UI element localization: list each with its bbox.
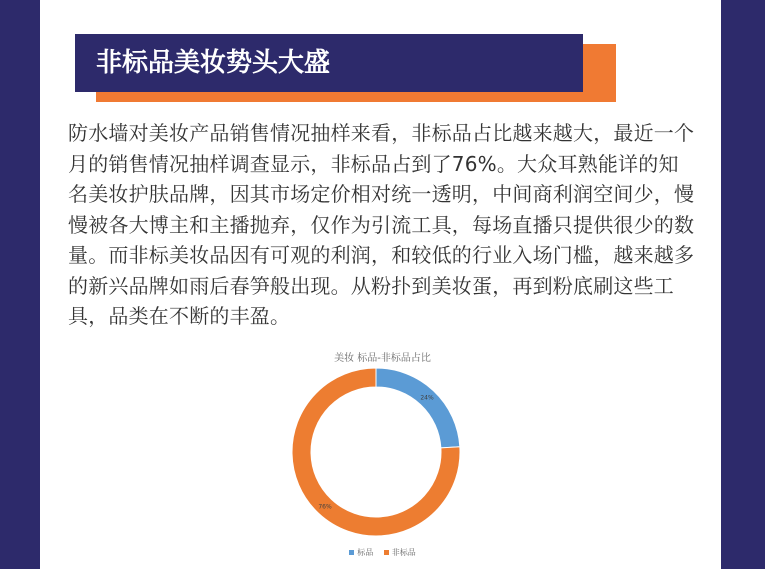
data-label-standard: 24% bbox=[420, 394, 434, 402]
legend-label-standard: 标品 bbox=[357, 548, 374, 557]
legend-label-nonstandard: 非标品 bbox=[391, 548, 416, 557]
legend-swatch-standard bbox=[349, 550, 354, 555]
legend-item-nonstandard bbox=[384, 547, 416, 558]
chart-title: 美妆 标品-非标品占比 bbox=[334, 353, 431, 364]
legend-item-standard bbox=[349, 547, 373, 558]
body-paragraph: 防水墙对美妆产品销售情况抽样来看，非标品占比越来越大，最近一个月的销售情况抽样调查显示，非标品占到了76%。大众耳熟能详的知名美妆护肤品牌，因其市场定价相对统一透明，中间商利润空间少，慢慢被各大博主和主播抛弃，仅作为引流工具，每场直播只提供很少的数量。而非标美妆品因有可观的利润，和较低的行业入场门槛，越来越多的新兴品牌如雨后春笋般出现。从粉扑到美妆蛋，再到粉底刷这些工具，品类在不断的丰盈。 bbox=[68, 121, 695, 328]
legend-swatch-nonstandard bbox=[384, 550, 389, 555]
page-title: 非标品美妆势头大盛 bbox=[96, 48, 331, 78]
data-label-nonstandard: 76% bbox=[318, 503, 332, 511]
chart-legend bbox=[0, 547, 765, 558]
slice-standard bbox=[376, 368, 460, 448]
